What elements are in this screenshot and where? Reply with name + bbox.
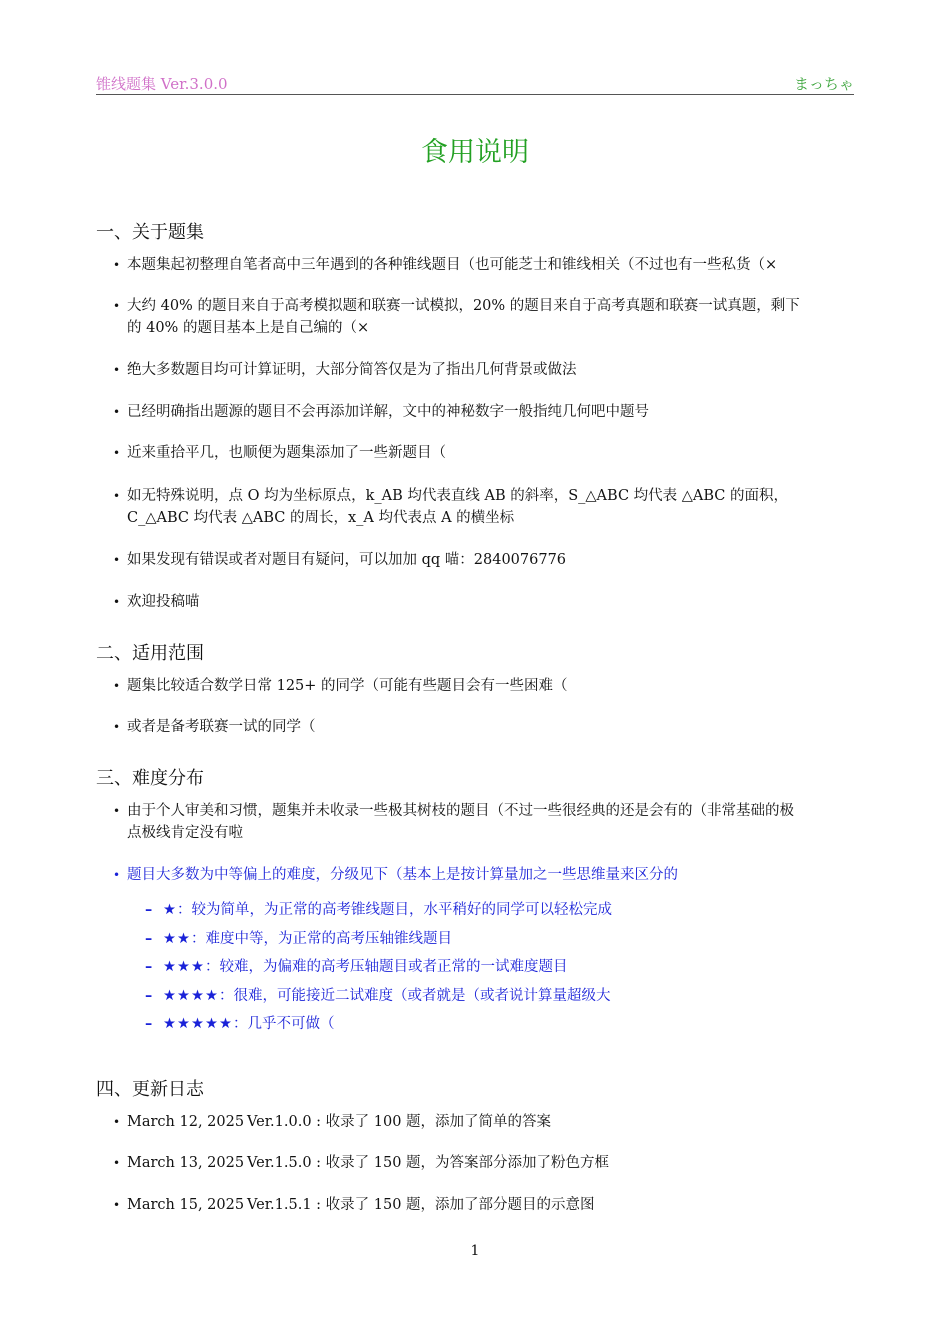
list-item-highlight: 题目大多数为中等偏上的难度，分级见下（基本上是按计算量加之一些思维量来区分的 [127, 867, 678, 883]
dash-icon: – [145, 987, 153, 1004]
list-item: 欢迎投稿喵 [127, 594, 200, 610]
star-rating: ★★★★★ [163, 1016, 233, 1032]
difficulty-level-3 [145, 956, 568, 978]
difficulty-level-4 [145, 985, 611, 1007]
difficulty-description: ：难度中等，为正常的高考压轴锥线题目 [191, 931, 452, 947]
bullet-icon: • [113, 489, 121, 503]
dash-icon: – [145, 958, 153, 975]
section-heading-changelog: 四、更新日志 [96, 1079, 204, 1100]
bullet-icon: • [113, 553, 121, 567]
list-item: 题集比较适合数学日常 125+ 的同学（可能有些题目会有一些困难（ [127, 678, 568, 694]
bullet-icon: • [113, 804, 121, 818]
list-item-continuation: 点极线肯定没有啦 [127, 825, 243, 841]
bullet-icon: • [113, 1198, 121, 1212]
list-item: 近来重拾平几，也顺便为题集添加了一些新题目（ [127, 445, 446, 461]
bullet-icon: • [113, 1156, 121, 1170]
difficulty-level-1 [145, 899, 612, 921]
bullet-icon: • [113, 679, 121, 693]
bullet-icon: • [113, 446, 121, 460]
section-heading-difficulty: 三、难度分布 [96, 768, 204, 789]
bullet-icon: • [113, 720, 121, 734]
list-item: 已经明确指出题源的题目不会再添加详解，文中的神秘数字一般指纯几何吧中题号 [127, 404, 649, 420]
changelog-date: March 15, 2025 [127, 1197, 245, 1213]
difficulty-description: ：几乎不可做（ [233, 1016, 335, 1032]
list-item-continuation: C_△ABC 均代表 △ABC 的周长，x_A 均代表点 A 的横坐标 [127, 510, 515, 526]
changelog-text: Ver.1.5.0 : 收录了 150 题，为答案部分添加了粉色方框 [247, 1155, 610, 1171]
bullet-icon: • [113, 868, 121, 882]
list-item: 大约 40% 的题目来自于高考模拟题和联赛一试模拟，20% 的题目来自于高考真题和联赛一试真题，剩下 [127, 298, 800, 314]
difficulty-description: ：较难，为偏难的高考压轴题目或者正常的一试难度题目 [205, 959, 568, 975]
changelog-text: Ver.1.0.0 : 收录了 100 题，添加了简单的答案 [247, 1114, 552, 1130]
changelog-date: March 13, 2025 [127, 1155, 245, 1171]
bullet-icon: • [113, 595, 121, 609]
list-item-continuation: 的 40% 的题目基本上是自己编的（× [127, 320, 370, 336]
difficulty-description: ：很难，可能接近二试难度（或者就是（或者说计算量超级大 [219, 988, 611, 1004]
bullet-icon: • [113, 299, 121, 313]
dash-icon: – [145, 1015, 153, 1032]
bullet-icon: • [113, 405, 121, 419]
star-rating: ★★★★ [163, 988, 219, 1004]
dash-icon: – [145, 901, 153, 918]
list-item: 绝大多数题目均可计算证明，大部分简答仅是为了指出几何背景或做法 [127, 362, 577, 378]
running-header-author: まっちゃ [793, 75, 854, 93]
list-item: 或者是备考联赛一试的同学（ [127, 719, 316, 735]
dash-icon: – [145, 930, 153, 947]
star-rating: ★★ [163, 931, 191, 947]
running-header-title: 锥线题集 Ver.3.0.0 [96, 75, 228, 93]
section-heading-scope: 二、适用范围 [96, 643, 204, 664]
list-item: 本题集起初整理自笔者高中三年遇到的各种锥线题目（也可能芝士和锥线相关（不过也有一些私货（× [127, 257, 778, 273]
changelog-text: Ver.1.5.1 : 收录了 150 题，添加了部分题目的示意图 [247, 1197, 595, 1213]
changelog-entry [127, 1194, 856, 1216]
section-heading-about: 一、关于题集 [96, 222, 204, 243]
bullet-icon: • [113, 363, 121, 377]
star-rating: ★ [163, 902, 177, 918]
changelog-date: March 12, 2025 [127, 1114, 245, 1130]
page-title: 食用说明 [421, 137, 529, 168]
difficulty-level-2 [145, 928, 452, 950]
difficulty-level-5 [145, 1013, 335, 1035]
difficulty-description: ：较为简单，为正常的高考锥线题目，水平稍好的同学可以轻松完成 [177, 902, 612, 918]
page-number: 1 [470, 1243, 480, 1259]
bullet-icon: • [113, 258, 121, 272]
list-item: 如果发现有错误或者对题目有疑问，可以加加 qq 喵：2840076776 [127, 552, 567, 568]
changelog-entry [127, 1152, 856, 1174]
bullet-icon: • [113, 1115, 121, 1129]
header-rule [96, 94, 854, 95]
changelog-entry [127, 1111, 856, 1133]
star-rating: ★★★ [163, 959, 205, 975]
list-item: 由于个人审美和习惯，题集并未收录一些极其树枝的题目（不过一些很经典的还是会有的（非常基础的极 [127, 803, 794, 819]
list-item: 如无特殊说明，点 O 均为坐标原点，k_AB 均代表直线 AB 的斜率，S_△ABC 均代表 △ABC 的面积， [127, 488, 789, 504]
